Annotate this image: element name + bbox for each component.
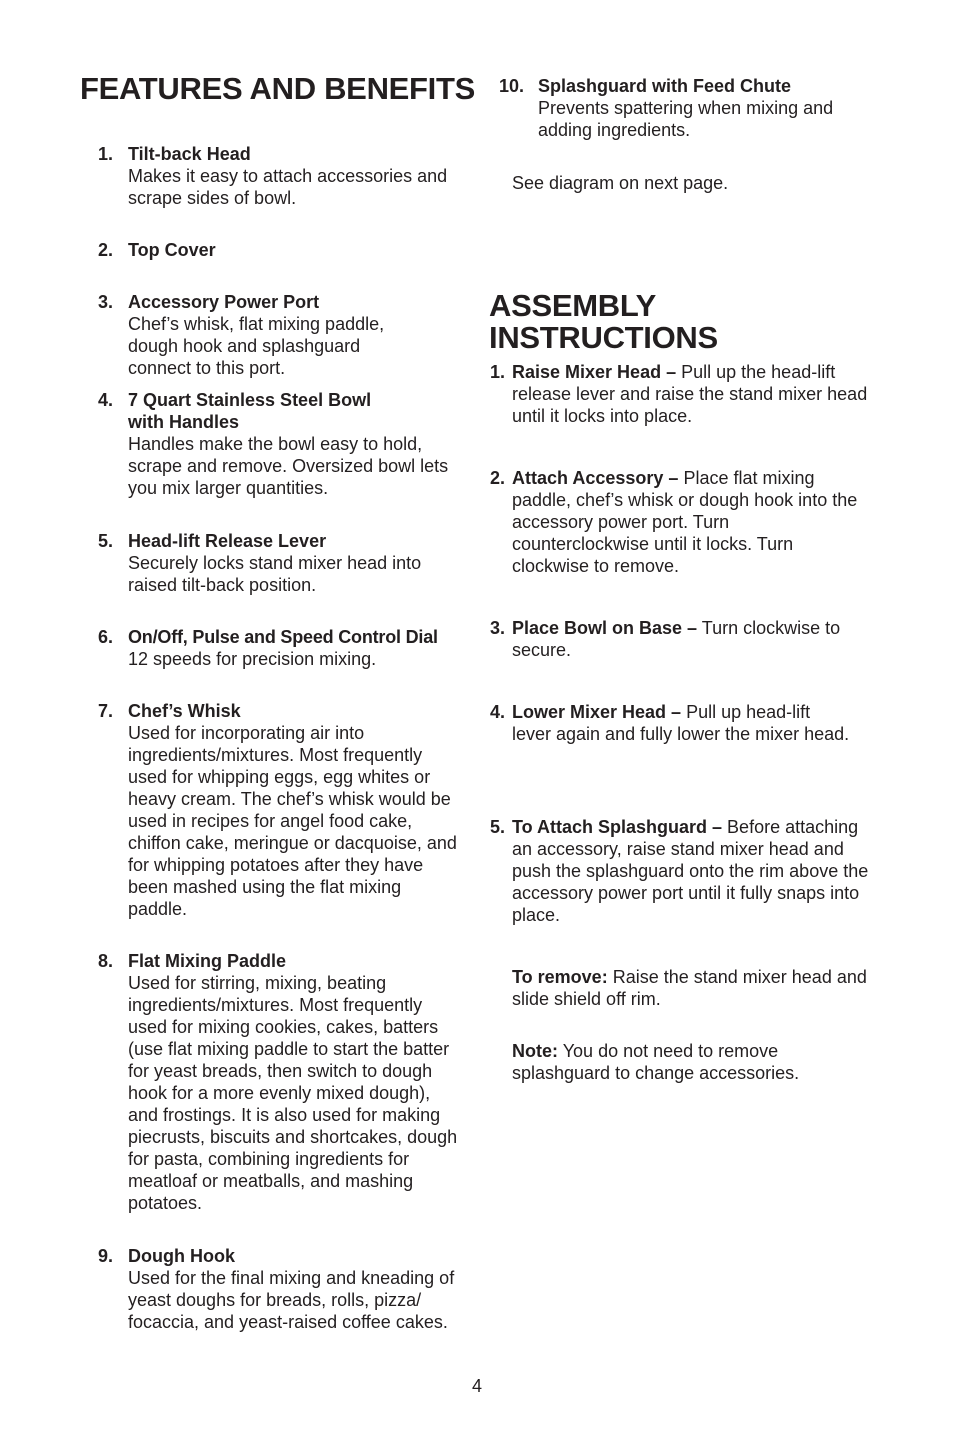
- feature-number: 5.: [98, 531, 114, 551]
- feature-title: Chef’s Whisk: [128, 701, 241, 721]
- feature-title: Accessory Power Port: [128, 292, 320, 312]
- feature-number: 1.: [98, 144, 114, 164]
- feature-description: Used for stirring, mixing, beating ingredients/mixtures. Most frequently used for mixing cookies, cakes, batters (use flat mixing paddle to start the batter for yeast breads, then switch to dough hook for a more evenly mixed dough), and frostings. It is also used for making piecrusts, biscuits and shortcakes, dough for pasta, combining ingredients for meatloaf or meatballs, and mashing potatoes.: [128, 973, 458, 1213]
- feature-number: 3.: [98, 292, 114, 312]
- step-title: Place Bowl on Base –: [512, 618, 698, 638]
- step-text: Pull up the head-lift release lever and raise the stand mixer head until it locks into place.: [512, 362, 868, 426]
- step-text: Pull up head-lift lever again and fully lower the mixer head.: [512, 702, 850, 744]
- feature-number: 2.: [98, 240, 114, 260]
- feature-title: On/Off, Pulse and Speed Control Dial: [128, 627, 438, 647]
- feature-title: Flat Mixing Paddle: [128, 951, 287, 971]
- remove-instruction: [512, 966, 872, 1010]
- feature-item: [98, 239, 468, 261]
- feature-item: [98, 626, 468, 670]
- step-number: 5.: [490, 817, 506, 837]
- feature-description: 12 speeds for precision mixing.: [128, 649, 377, 669]
- feature-description: Makes it easy to attach accessories and scrape sides of bowl.: [128, 166, 448, 208]
- remove-label: To remove:: [512, 967, 608, 987]
- feature-number: 9.: [98, 1246, 114, 1266]
- see-diagram-note: See diagram on next page.: [512, 173, 729, 193]
- feature-item: [98, 389, 468, 499]
- step-number: 3.: [490, 618, 506, 638]
- note-instruction: [512, 1040, 842, 1084]
- step-text: Before attaching an accessory, raise stand mixer head and push the splashguard onto the rim above the accessory power port until it fully snaps into place.: [512, 817, 869, 925]
- feature-number: 4.: [98, 390, 114, 410]
- feature-description: Prevents spattering when mixing and adding ingredients.: [538, 98, 834, 140]
- assembly-step: [489, 701, 854, 745]
- assembly-step: [489, 816, 874, 926]
- feature-number: 10.: [499, 76, 525, 96]
- feature-number: 6.: [98, 627, 114, 647]
- feature-number: 8.: [98, 951, 114, 971]
- feature-title: Splashguard with Feed Chute: [538, 76, 792, 96]
- note-text: You do not need to remove splashguard to change accessories.: [512, 1041, 800, 1083]
- step-title: Raise Mixer Head –: [512, 362, 677, 382]
- feature-item: [98, 950, 468, 1214]
- assembly-step: [489, 361, 874, 427]
- feature-number: 7.: [98, 701, 114, 721]
- feature-description: Used for the final mixing and kneading of yeast doughs for breads, rolls, pizza/ focaccia, and yeast-raised coffee cakes.: [128, 1268, 455, 1332]
- feature-item: [98, 530, 468, 596]
- step-text: Place flat mixing paddle, chef’s whisk or dough hook into the accessory power port. Turn counterclockwise until it locks. Turn clockwise to remove.: [512, 468, 858, 576]
- step-text: Turn clockwise to secure.: [512, 618, 841, 660]
- step-number: 4.: [490, 702, 506, 722]
- feature-item: [98, 143, 468, 209]
- feature-description: Securely locks stand mixer head into raised tilt-back position.: [128, 553, 422, 595]
- feature-title: Top Cover: [128, 240, 216, 260]
- step-title: Lower Mixer Head –: [512, 702, 682, 722]
- feature-item: [499, 75, 869, 141]
- feature-title: Dough Hook: [128, 1246, 235, 1266]
- step-number: 1.: [490, 362, 506, 382]
- feature-description: Handles make the bowl easy to hold, scrape and remove. Oversized bowl lets you mix larger quantities.: [128, 434, 449, 498]
- step-title: Attach Accessory –: [512, 468, 679, 488]
- page-number: 4: [471, 1376, 482, 1396]
- feature-title: Tilt-back Head: [128, 144, 251, 164]
- step-title: To Attach Splashguard –: [512, 817, 723, 837]
- assembly-step: [489, 467, 859, 577]
- remove-text: Raise the stand mixer head and slide shield off rim.: [512, 967, 867, 1009]
- feature-description: Chef’s whisk, flat mixing paddle, dough hook and splashguard connect to this port.: [128, 314, 385, 378]
- step-number: 2.: [490, 468, 506, 488]
- feature-description: Used for incorporating air into ingredients/mixtures. Most frequently used for whipping eggs, egg whites or heavy cream. The chef’s whisk would be used in recipes for angel food cake, chiffon cake, meringue or dacquoise, and for whipping potatoes after they have been mashed using the flat mixing paddle.: [128, 723, 457, 919]
- note-label: Note:: [512, 1041, 558, 1061]
- feature-item: [98, 291, 468, 379]
- assembly-heading: ASSEMBLY INSTRUCTIONS: [489, 288, 718, 355]
- feature-title: 7 Quart Stainless Steel Bowl with Handles: [128, 390, 372, 432]
- feature-title: Head-lift Release Lever: [128, 531, 327, 551]
- feature-item: [98, 1245, 468, 1333]
- feature-item: [98, 700, 468, 920]
- assembly-step: [489, 617, 874, 661]
- features-heading: FEATURES AND BENEFITS: [80, 71, 475, 106]
